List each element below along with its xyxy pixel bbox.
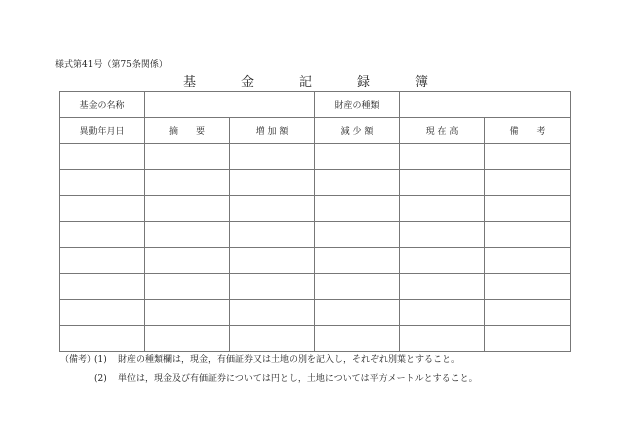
table-cell[interactable] [400, 248, 485, 274]
table-row [60, 170, 571, 196]
table-cell[interactable] [230, 222, 315, 248]
table-cell[interactable] [485, 144, 571, 170]
form-number: 様式第41号（第75条関係） [55, 60, 168, 70]
table-cell[interactable] [230, 274, 315, 300]
col-header-summary: 摘 要 [145, 118, 230, 144]
table-row [60, 196, 571, 222]
table-cell[interactable] [315, 144, 400, 170]
table-cell[interactable] [315, 196, 400, 222]
table-cell[interactable] [485, 248, 571, 274]
table-cell[interactable] [230, 170, 315, 196]
table-row [60, 248, 571, 274]
title-char: 金 [241, 75, 255, 90]
table-row [60, 274, 571, 300]
table-cell[interactable] [145, 326, 230, 352]
title-char: 基 [183, 75, 197, 90]
column-header-row [60, 118, 571, 144]
table-cell[interactable] [145, 170, 230, 196]
col-header-decrease: 減 少 額 [315, 118, 400, 144]
col-header-balance: 現 在 高 [400, 118, 485, 144]
table-cell[interactable] [400, 144, 485, 170]
fund-name-label: 基金の名称 [60, 92, 145, 118]
table-cell[interactable] [145, 300, 230, 326]
table-cell[interactable] [485, 300, 571, 326]
table-row [60, 300, 571, 326]
table-cell[interactable] [485, 170, 571, 196]
table-cell[interactable] [485, 196, 571, 222]
table-cell[interactable] [60, 144, 145, 170]
table-cell[interactable] [60, 170, 145, 196]
table-cell[interactable] [315, 248, 400, 274]
table-cell[interactable] [145, 222, 230, 248]
table-cell[interactable] [400, 274, 485, 300]
table-cell[interactable] [315, 170, 400, 196]
table-cell[interactable] [315, 300, 400, 326]
property-type-field[interactable] [400, 92, 571, 118]
table-cell[interactable] [230, 300, 315, 326]
table-cell[interactable] [400, 300, 485, 326]
table-cell[interactable] [60, 300, 145, 326]
property-type-label: 財産の種類 [315, 92, 400, 118]
fund-record-table [59, 91, 571, 352]
table-row [60, 144, 571, 170]
note-text: 財産の種類欄は，現金，有価証券又は土地の別を記入し，それぞれ別葉とすること。 [118, 355, 461, 365]
table-cell[interactable] [145, 248, 230, 274]
table-cell[interactable] [60, 222, 145, 248]
note-2 [60, 371, 478, 384]
table-cell[interactable] [400, 326, 485, 352]
table-cell[interactable] [485, 222, 571, 248]
table-cell[interactable] [60, 326, 145, 352]
table-cell[interactable] [315, 274, 400, 300]
col-header-remarks: 備 考 [485, 118, 571, 144]
col-header-date: 異動年月日 [60, 118, 145, 144]
document-title [0, 71, 630, 89]
table-cell[interactable] [315, 326, 400, 352]
title-char: 簿 [415, 75, 429, 90]
note-text: 単位は，現金及び有価証券については円とし，土地については平方メートルとすること。 [118, 374, 478, 384]
table-cell[interactable] [60, 248, 145, 274]
table-cell[interactable] [145, 274, 230, 300]
table-cell[interactable] [400, 170, 485, 196]
note-number: (2) [94, 374, 107, 384]
note-number: (1) [94, 355, 107, 365]
table-cell[interactable] [400, 196, 485, 222]
table-cell[interactable] [485, 274, 571, 300]
table-cell[interactable] [230, 248, 315, 274]
table-cell[interactable] [400, 222, 485, 248]
table-cell[interactable] [145, 144, 230, 170]
table-cell[interactable] [60, 274, 145, 300]
notes-label: （備考） [60, 355, 97, 365]
table-cell[interactable] [60, 196, 145, 222]
table-cell[interactable] [485, 326, 571, 352]
fund-name-field[interactable] [145, 92, 315, 118]
table-row [60, 326, 571, 352]
table-row [60, 222, 571, 248]
table-cell[interactable] [145, 196, 230, 222]
table-cell[interactable] [230, 196, 315, 222]
table-cell[interactable] [230, 144, 315, 170]
fund-info-row [60, 92, 571, 118]
col-header-increase: 増 加 額 [230, 118, 315, 144]
table-cell[interactable] [230, 326, 315, 352]
title-char: 録 [357, 75, 371, 90]
note-1 [60, 352, 460, 365]
title-char: 記 [299, 75, 313, 90]
table-cell[interactable] [315, 222, 400, 248]
